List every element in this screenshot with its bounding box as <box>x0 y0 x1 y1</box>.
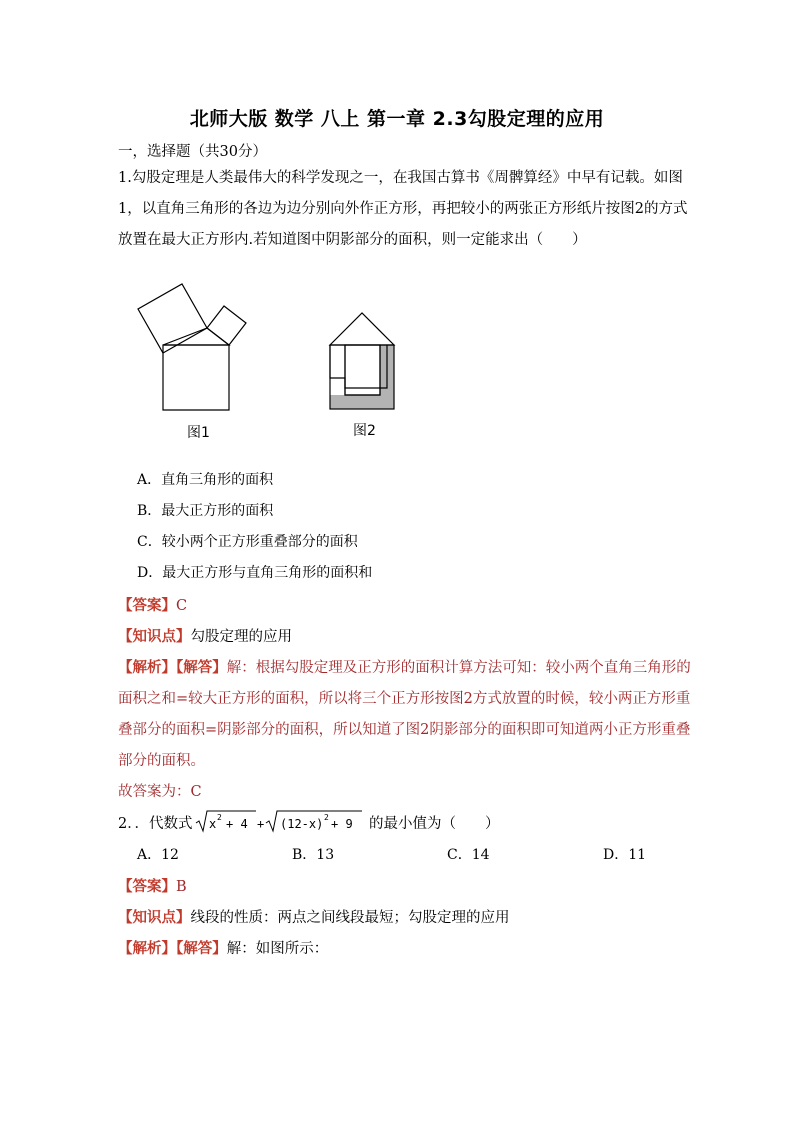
expr-x-exp: 2 <box>217 813 222 822</box>
q1-analysis-label: 【解析】【解答】 <box>118 659 227 676</box>
q2-answer-label: 【答案】 <box>118 878 176 895</box>
figure-1-caption: 图1 <box>187 425 210 441</box>
q1-option-a: A．直角三角形的面积 <box>137 472 274 488</box>
q1-analysis-text-1: 解：根据勾股定理及正方形的面积计算方法可知：较小两个直角三角形的 <box>226 660 691 676</box>
q2-option-b: B．13 <box>292 847 335 863</box>
q2-option-c: C．14 <box>447 847 490 863</box>
q1-option-b: B．最大正方形的面积 <box>137 503 274 519</box>
expr-paren: (12-x) <box>280 817 324 831</box>
q1-analysis-line-2: 面积之和=较大正方形的面积，所以将三个正方形按图2方式放置的时候，较小两正方形重 <box>118 691 691 707</box>
q1-stem-line-1: 1.勾股定理是人类最伟大的科学发现之一，在我国古算书《周髀算经》中早有记载。如图 <box>118 170 683 186</box>
fig1-left-square <box>138 284 207 353</box>
q1-stem-line-2: 1，以直角三角形的各边为边分别向外作正方形，再把较小的两张正方形纸片按图2的方式 <box>118 201 688 217</box>
q2-analysis-label: 【解析】【解答】 <box>118 940 227 957</box>
q1-answer-value: C <box>176 598 188 614</box>
q1-stem-line-3: 放置在最大正方形内.若知道图中阴影部分的面积，则一定能求出（ ） <box>118 232 587 248</box>
q2-answer <box>118 875 187 896</box>
q1-option-d: D．最大正方形与直角三角形的面积和 <box>137 565 373 581</box>
q1-analysis-line-1 <box>118 656 691 677</box>
q2-analysis <box>118 937 328 958</box>
expr-x: x <box>209 817 217 831</box>
expr-plus: + <box>257 817 265 831</box>
q2-answer-value: B <box>176 879 187 895</box>
q1-analysis-line-4: 部分的面积。 <box>118 753 205 769</box>
q2-analysis-text: 解：如图所示： <box>226 941 329 957</box>
expr-paren-add: + 9 <box>331 817 353 831</box>
q2-option-d: D．11 <box>603 847 647 863</box>
fig1-right-square <box>207 306 246 345</box>
q2-option-a: A．12 <box>137 847 179 863</box>
figure-1 <box>120 278 270 418</box>
q1-analysis-line-3: 叠部分的面积=阴影部分的面积，所以知道了图2阴影部分的面积即可知道两小正方形重叠 <box>118 722 691 738</box>
q1-kp-value: 勾股定理的应用 <box>190 629 292 645</box>
q2-kp-value: 线段的性质：两点之间线段最短；勾股定理的应用 <box>190 910 510 926</box>
q1-kp-label: 【知识点】 <box>118 628 191 645</box>
q2-stem-prefix: 2．．代数式 <box>118 816 193 832</box>
expr-x-add: + 4 <box>226 817 248 831</box>
q2-expression <box>194 806 366 836</box>
figure-2 <box>325 308 400 414</box>
page-title: 北师大版 数学 八上 第一章 2.3勾股定理的应用 <box>189 108 605 130</box>
q1-knowledge-point <box>118 625 292 646</box>
q1-answer <box>118 594 187 615</box>
fig1-right-triangle <box>163 328 229 345</box>
figure-2-caption: 图2 <box>353 423 376 439</box>
q2-kp-label: 【知识点】 <box>118 909 191 926</box>
q1-conclusion: 故答案为：C <box>118 784 202 800</box>
q1-answer-label: 【答案】 <box>118 597 176 614</box>
q2-knowledge-point <box>118 906 510 927</box>
q2-stem-suffix: 的最小值为（ ） <box>369 816 500 832</box>
fig1-large-square <box>163 345 229 410</box>
q1-option-c: C．较小两个正方形重叠部分的面积 <box>137 534 358 550</box>
fig2-triangle <box>330 313 394 345</box>
expr-paren-exp: 2 <box>324 813 329 822</box>
section-heading: 一，选择题（共30分） <box>118 144 267 160</box>
